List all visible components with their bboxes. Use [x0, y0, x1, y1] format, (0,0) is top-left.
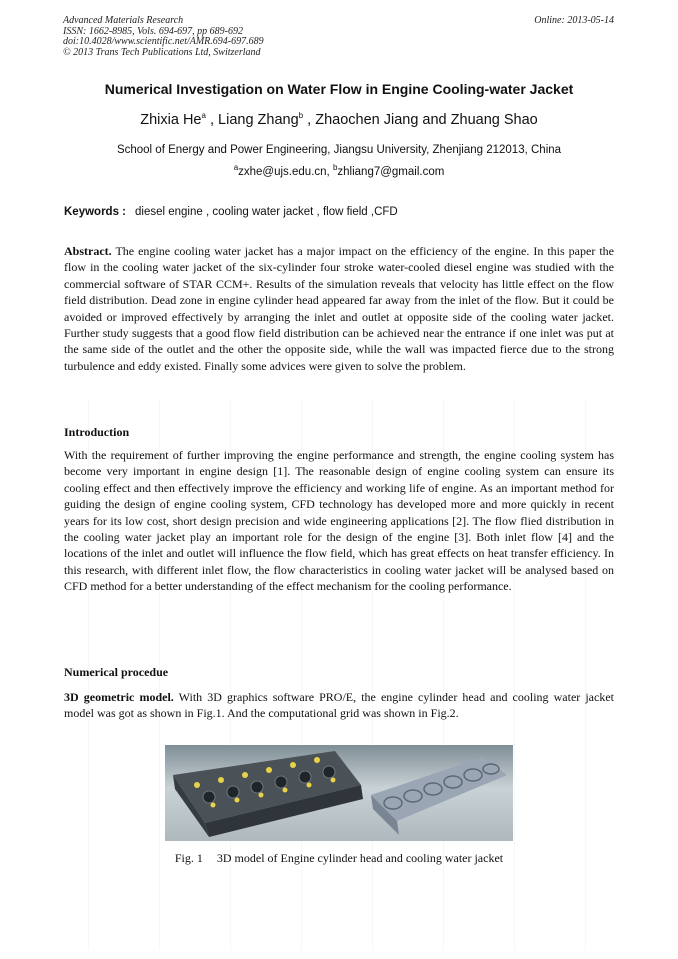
author-name: Zhaochen Jiang and Zhuang Shao [315, 112, 538, 128]
journal-name: Advanced Materials Research [63, 15, 184, 26]
email-affil-mark: b [332, 163, 338, 173]
keywords-line [64, 206, 398, 218]
geometric-model-label: 3D geometric model. [64, 690, 174, 704]
abstract-text: The engine cooling water jacket has a major impact on the efficiency of the engine. In this paper the flow in the cooling water jacket of the six-cylinder four stroke water-cooled diesel engine was studied with the commercial software of STAR CCM+. Results of the simulation reveals that velocity has little effect on the flow field distribution. Dead zone in engine cylinder head appeared far away from the inlet of the flow. But it could be avoided or improved effectively by arranging the inlet and outlet at opposite side of the cooling water jacket. Further study suggests that a good flow field distribution can be achieved near the entrance if one inlet was put at the same side of the outlet and the other the opposite side, while the wall was impacted fierce due to the strong turbulence and eddy existed. Finally some advices were given to solve the problem. [64, 244, 614, 373]
figure-number: Fig. 1 [174, 851, 203, 865]
author-separator: , [303, 112, 316, 128]
journal-copyright: © 2013 Trans Tech Publications Ltd, Switzerland [63, 46, 261, 58]
introduction-paragraph: With the requirement of further improving the engine performance and strength, the engine cooling system has become very important in engine design [1]. The reasonable design of engine cooling system can ensure its cooling effect and then effectively improve the efficiency and working life of engine. As an important method for guiding the design of engine cooling system, CFD technology has developed more and more quickly in recent years for its low cost, short design precision and wide engineering applications [2]. The flow flied distribution in the cooling water jacket play an important role for the design of the engine [3]. Both inlet flow [4] and the locations of the inlet and outlet will influence the flow field, which has great effects on heat transfer efficiency. In this research, with different inlet flow, the flow characteristics in cooling water jacket will be analysed based on CFD method for a better understanding of the effect mechanism for the cooling performance. [64, 448, 614, 594]
geometric-model-paragraph [64, 689, 614, 722]
journal-issn: ISSN: 1662-8985, Vols. 694-697, pp 689-692 [63, 25, 243, 37]
email-list [0, 163, 678, 178]
figure-1-caption [0, 851, 678, 866]
email-address[interactable]: zhliang7@gmail.com [337, 166, 445, 178]
author-list [0, 112, 678, 128]
author-name: Liang Zhang [218, 112, 299, 128]
keywords-label: Keywords : [64, 206, 126, 218]
email-affil-mark: a [233, 163, 239, 173]
geometric-model-text: With 3D graphics software PRO/E, the engine cylinder head and cooling water jacket model was got as shown in Fig.1. And the computational grid was shown in Fig.2. [64, 690, 614, 721]
keywords-text: diesel engine , cooling water jacket , flow field ,CFD [135, 206, 398, 218]
author-name: Zhixia He [140, 112, 202, 128]
engine-model-illustration [165, 745, 513, 841]
journal-header [63, 16, 264, 58]
abstract-label: Abstract. [64, 244, 112, 258]
online-date: Online: 2013-05-14 [534, 15, 614, 26]
water-jacket-model [371, 757, 507, 835]
author-affil-mark: b [298, 111, 304, 121]
author-separator: , [205, 112, 219, 128]
abstract-paragraph [64, 243, 614, 374]
author-affil-mark: a [201, 111, 206, 121]
journal-doi: doi:10.4028/www.scientific.net/AMR.694-697.689 [63, 36, 264, 47]
water-jacket-body [371, 757, 507, 821]
paper-title: Numerical Investigation on Water Flow in Engine Cooling-water Jacket [104, 81, 574, 97]
affiliation: School of Energy and Power Engineering, Jiangsu University, Zhenjiang 212013, China [116, 144, 562, 156]
email-address[interactable]: zxhe@ujs.edu.cn, [238, 166, 330, 178]
figure-1-image [165, 745, 513, 841]
introduction-heading: Introduction [64, 425, 130, 439]
cylinder-head-model [173, 751, 363, 837]
figure-caption-text: 3D model of Engine cylinder head and cooling water jacket [216, 851, 504, 865]
numerical-procedure-heading: Numerical procedue [64, 665, 169, 679]
